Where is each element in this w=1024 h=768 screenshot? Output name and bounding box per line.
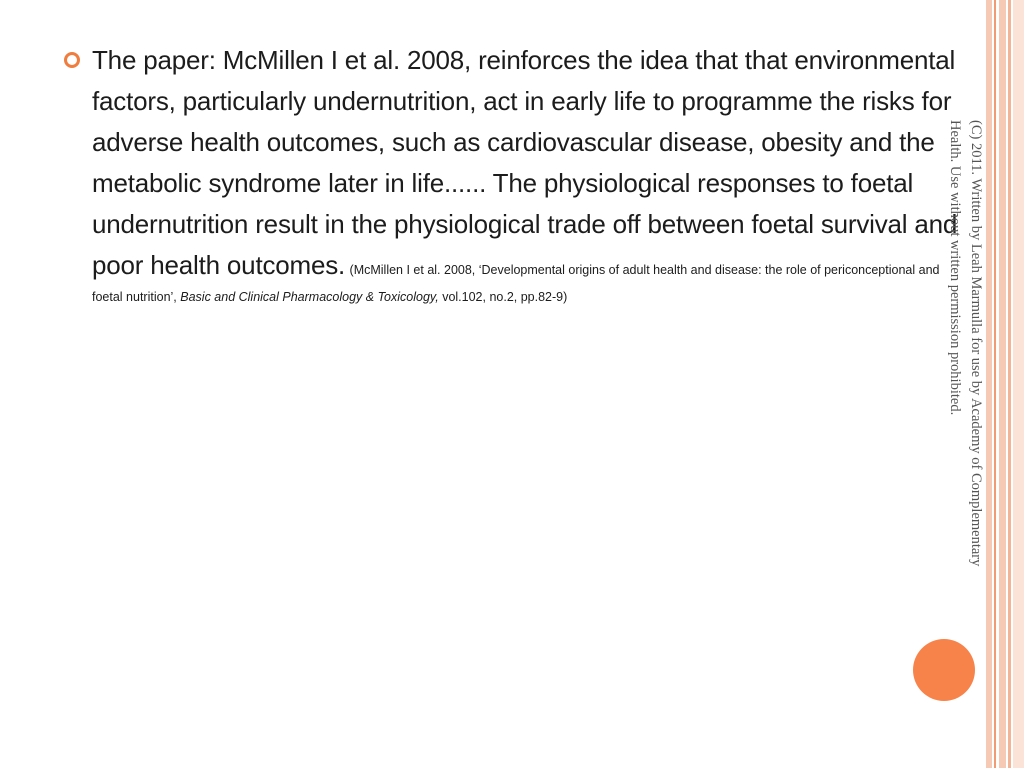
copyright-notice bbox=[938, 120, 986, 640]
decorative-stripe bbox=[986, 0, 992, 768]
copyright-line-2: Health. Use without written permission prohibited. bbox=[947, 120, 963, 416]
citation-end: vol.102, no.2, pp.82-9) bbox=[438, 290, 568, 304]
decorative-stripe bbox=[1008, 0, 1011, 768]
citation-journal: Basic and Clinical Pharmacology & Toxicology, bbox=[180, 290, 439, 304]
slide-content bbox=[92, 40, 972, 308]
decorative-stripe bbox=[994, 0, 996, 768]
copyright-line-1: (C) 2011. Written by Leah Marmulla for use by Academy of Complementary bbox=[968, 120, 984, 567]
bullet-main-text: The paper: McMillen I et al. 2008, reinforces the idea that that environmental factors, particularly undernutrition, act in early life to programme the risks for adverse health outcomes, such as cardiovascular disease, obesity and the metabolic syndrome later in life...... The physiological responses to foetal undernutrition result in the physiological trade off between foetal survival and poor health outcomes. bbox=[92, 45, 958, 280]
decorative-stripe bbox=[1013, 0, 1024, 768]
decorative-circle bbox=[913, 639, 975, 701]
citation-start: (McMillen I et al. 2008, ‘Developmental origins of adult health and disease: the role of periconceptional and foetal nutrition’, bbox=[92, 263, 940, 304]
bullet-icon bbox=[64, 52, 80, 68]
decorative-stripe bbox=[999, 0, 1006, 768]
